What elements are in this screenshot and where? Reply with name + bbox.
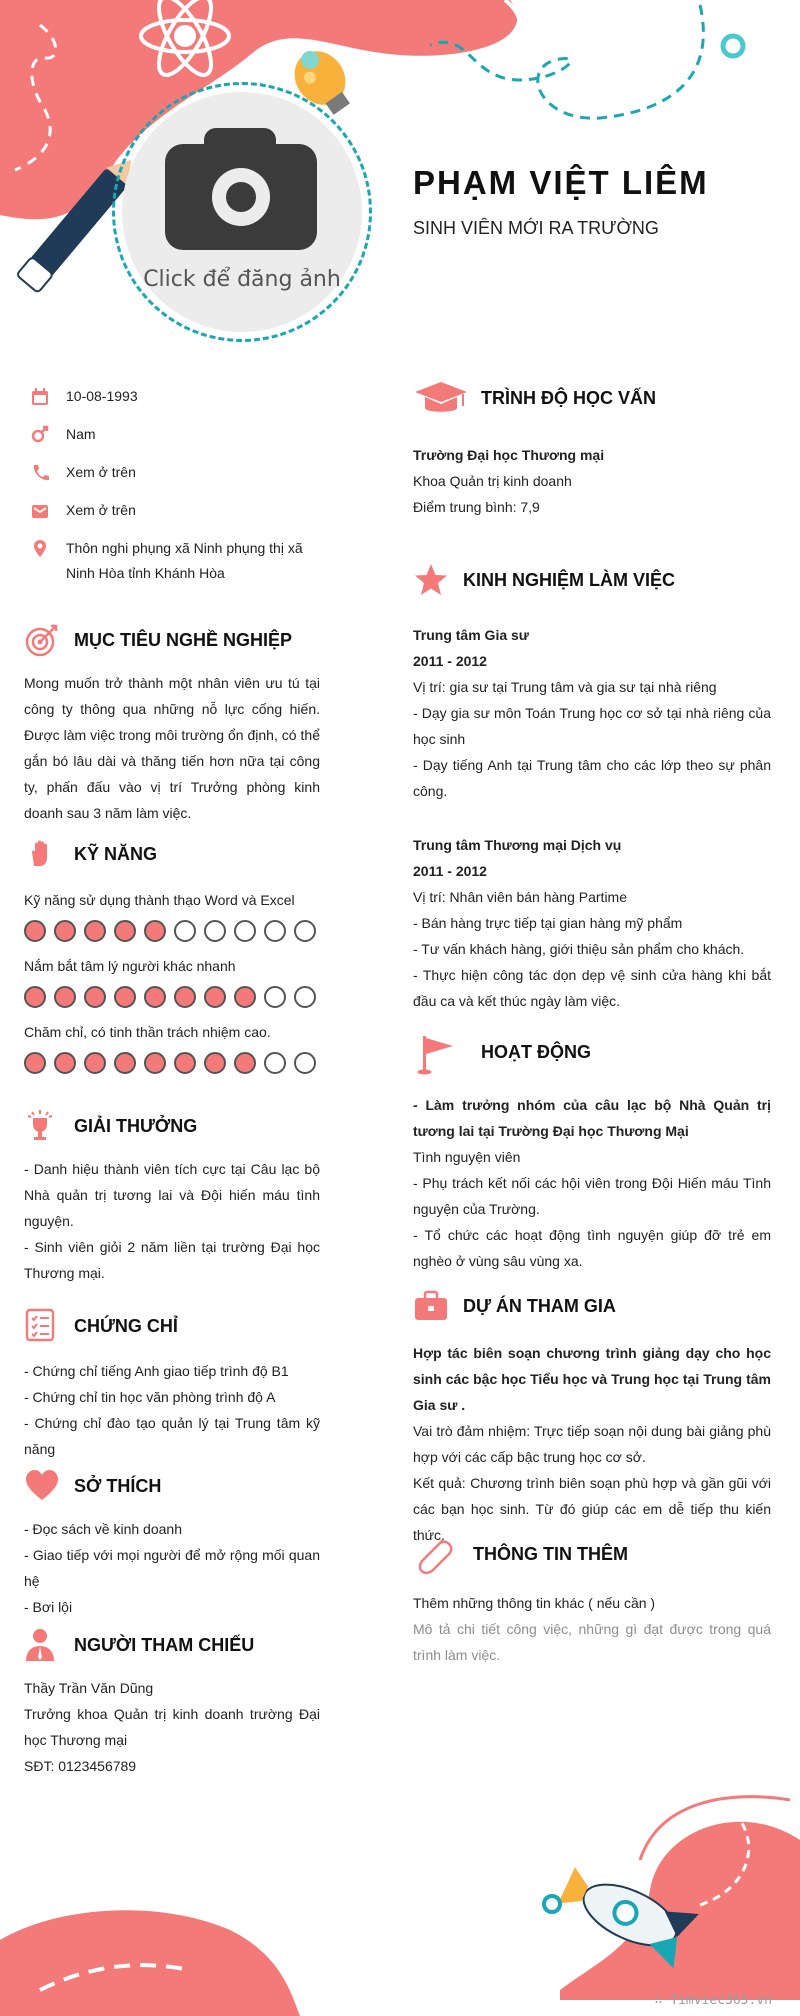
heart-icon <box>24 1468 60 1504</box>
mail-icon <box>30 501 50 521</box>
extra-line: Thêm những thông tin khác ( nếu cần ) <box>413 1595 656 1611</box>
award-line: - Sinh viên giỏi 2 năm liền tại trường Đại học Thương mại. <box>24 1239 320 1281</box>
rating-dot-empty <box>294 986 316 1008</box>
reference-line: Trưởng khoa Quản trị kinh doanh trường Đại học Thương mại <box>24 1706 320 1748</box>
target-icon <box>24 622 60 658</box>
rating-dot-filled <box>144 920 166 942</box>
rating-dot-filled <box>54 920 76 942</box>
certificate-line: - Chứng chỉ đào tạo quản lý tại Trung tâm kỹ năng <box>24 1415 320 1457</box>
star-icon <box>413 562 449 598</box>
section-title: GIẢI THƯỞNG <box>74 1116 198 1136</box>
location-icon <box>30 539 50 559</box>
activity-line: - Phụ trách kết nối các hội viên trong Đội Hiến máu Tình nguyện của Trường. <box>413 1175 771 1217</box>
education-faculty: Khoa Quản trị kinh doanh <box>413 473 572 489</box>
rating-dot-filled <box>114 1052 136 1074</box>
job-line: Vị trí: gia sư tại Trung tâm và gia sư tại nhà riêng <box>413 679 717 695</box>
project-line: Kết quả: Chương trình biên soạn phù hợp và gần gũi với các bạn học sinh. Từ đó giúp các em dễ tiếp thu kiến thức. <box>413 1475 771 1543</box>
rating-dot-filled <box>204 986 226 1008</box>
phone-icon <box>30 463 50 483</box>
job-company: Trung tâm Thương mại Dịch vụ <box>413 837 622 853</box>
education-school: Trường Đại học Thương mại <box>413 447 605 463</box>
paperclip-icon <box>413 1534 457 1578</box>
section-title: MỤC TIÊU NGHỀ NGHIỆP <box>74 630 293 650</box>
section-title: DỰ ÁN THAM GIA <box>463 1296 616 1316</box>
rocket-ring <box>544 1896 560 1912</box>
graduation-cap-icon <box>413 380 469 420</box>
contact-text: Nam <box>66 426 96 442</box>
project-heading: Hợp tác biên soạn chương trình giảng dạy cho học sinh các bậc học Tiểu học và Trung học tại Trung tâm Gia sư . <box>413 1345 771 1413</box>
job-1 <box>413 622 771 804</box>
briefcase-icon <box>413 1288 449 1324</box>
job-line: - Thực hiện công tác dọn dẹp vệ sinh cửa hàng khi bắt đầu ca và kết thúc ngày làm việc. <box>413 967 771 1009</box>
trophy-icon <box>24 1108 60 1144</box>
rating-dot-filled <box>24 1052 46 1074</box>
education-gpa: Điểm trung bình: 7,9 <box>413 499 540 515</box>
section-skills <box>24 836 320 1086</box>
rating-dot-empty <box>264 920 286 942</box>
checklist-icon <box>24 1308 60 1344</box>
rating-dot-filled <box>144 986 166 1008</box>
teal-bubble <box>301 51 319 69</box>
gender-icon <box>30 425 50 445</box>
rocket-bubble <box>678 1948 702 1972</box>
section-title: THÔNG TIN THÊM <box>473 1544 628 1564</box>
section-certificates <box>24 1308 320 1462</box>
section-title: KỸ NĂNG <box>74 844 158 864</box>
skill-rating <box>24 1052 320 1074</box>
rating-dot-empty <box>204 920 226 942</box>
camera-lens-inner <box>226 182 256 212</box>
contact-text: Xem ở trên <box>66 502 136 518</box>
person-icon <box>24 1627 60 1663</box>
contact-text: Thôn nghi phụng xã Ninh phụng thị xã Ninh Hòa tỉnh Khánh Hòa <box>66 540 303 581</box>
rating-dot-filled <box>144 1052 166 1074</box>
job-line: - Tư vấn khách hàng, giới thiệu sản phẩm cho khách. <box>413 941 745 957</box>
rating-dot-filled <box>234 1052 256 1074</box>
contact-email <box>26 498 326 523</box>
rating-dot-empty <box>174 920 196 942</box>
rating-dot-filled <box>84 1052 106 1074</box>
skill-label: Nắm bắt tâm lý người khác nhanh <box>24 958 236 974</box>
certificates-text <box>24 1358 320 1462</box>
skill-label: Kỹ năng sử dụng thành thạo Word và Excel <box>24 892 295 908</box>
rating-dot-filled <box>114 920 136 942</box>
skill-rating <box>24 986 320 1008</box>
activity-heading: - Làm trưởng nhóm của câu lạc bộ Nhà Quản trị tương lai tại Trường Đại học Thương Mại <box>413 1097 771 1139</box>
job-line: - Bán hàng trực tiếp tại gian hàng mỹ phẩm <box>413 915 683 931</box>
section-title: KINH NGHIỆM LÀM VIỆC <box>463 570 676 590</box>
rating-dot-filled <box>24 920 46 942</box>
project-line: Vai trò đảm nhiệm: Trực tiếp soạn nội dung bài giảng phù hợp với các cấp bậc trung học cơ sở. <box>413 1423 771 1465</box>
extra-text <box>413 1590 771 1668</box>
rating-dot-filled <box>84 920 106 942</box>
section-title: TRÌNH ĐỘ HỌC VẤN <box>481 388 656 408</box>
projects-text <box>413 1340 771 1548</box>
objective-text: Mong muốn trở thành một nhân viên ưu tú tại công ty thông qua những nỗ lực cống hiến. Được làm việc trong môi trường ổn định, có thể gắn bó lâu dài và thăng tiến hơn nữa tại công ty, phấn đấu vào vị trí Trưởng phòng kinh doanh sau 3 năm làm việc. <box>24 675 320 821</box>
skills-list <box>24 888 320 1074</box>
skill-rating <box>24 920 320 942</box>
activity-line: Tình nguyện viên <box>413 1149 521 1165</box>
rating-dot-filled <box>84 986 106 1008</box>
hobby-line: - Đọc sách về kinh doanh <box>24 1521 182 1537</box>
hobbies-text <box>24 1516 320 1620</box>
extra-hint: Mô tả chi tiết công việc, những gì đạt được trong quá trình làm việc. <box>413 1621 771 1663</box>
rating-dot-filled <box>24 986 46 1008</box>
section-title: NGƯỜI THAM CHIẾU <box>74 1635 255 1655</box>
contact-gender <box>26 422 326 447</box>
hand-icon <box>24 836 60 872</box>
reference-line: Thầy Trần Văn Dũng <box>24 1680 154 1696</box>
hobby-line: - Bơi lội <box>24 1599 73 1615</box>
job-company: Trung tâm Gia sư <box>413 627 529 643</box>
award-line: - Danh hiệu thành viên tích cực tại Câu lạc bộ Nhà quản trị tương lai và Đội hiến máu tình nguyện. <box>24 1161 320 1229</box>
candidate-name: PHẠM VIỆT LIÊM <box>413 164 709 201</box>
contact-text: Xem ở trên <box>66 464 136 480</box>
rating-dot-filled <box>204 1052 226 1074</box>
section-title: CHỨNG CHỈ <box>74 1316 178 1336</box>
certificate-line: - Chứng chỉ tiếng Anh giao tiếp trình độ B1 <box>24 1363 289 1379</box>
section-awards <box>24 1108 320 1286</box>
rating-dot-empty <box>234 920 256 942</box>
rating-dot-filled <box>114 986 136 1008</box>
contact-text: 10-08-1993 <box>66 388 138 404</box>
rating-dot-filled <box>174 1052 196 1074</box>
reference-line: SĐT: 0123456789 <box>24 1758 137 1774</box>
job-2 <box>413 832 771 1014</box>
section-activities <box>413 1032 771 1274</box>
candidate-role: SINH VIÊN MỚI RA TRƯỜNG <box>413 218 659 238</box>
section-projects <box>413 1288 771 1548</box>
rating-dot-empty <box>294 920 316 942</box>
watermark: ∴ Timviec365.vn <box>654 1993 772 2008</box>
rating-dot-filled <box>234 986 256 1008</box>
section-objective <box>24 622 320 826</box>
activities-text <box>413 1092 771 1274</box>
profile-photo-upload[interactable] <box>112 82 372 342</box>
section-hobbies <box>24 1468 320 1620</box>
certificate-line: - Chứng chỉ tin học văn phòng trình độ A <box>24 1389 276 1405</box>
rating-dot-filled <box>54 1052 76 1074</box>
rating-dot-filled <box>54 986 76 1008</box>
contact-list <box>26 384 326 599</box>
hobby-line: - Giao tiếp với mọi người để mở rộng mối quan hệ <box>24 1547 320 1589</box>
section-title: SỞ THÍCH <box>74 1476 162 1496</box>
flag-icon <box>413 1032 457 1076</box>
contact-address <box>26 536 326 586</box>
section-extra <box>413 1534 771 1668</box>
section-experience <box>413 562 771 1014</box>
section-education <box>413 380 771 520</box>
job-period: 2011 - 2012 <box>413 863 487 879</box>
job-line: - Dạy gia sư môn Toán Trung học cơ sở tại nhà riêng của học sinh <box>413 705 771 747</box>
bottom-left-blob <box>0 1910 300 2016</box>
contact-birthday <box>26 384 326 409</box>
references-text <box>24 1675 320 1779</box>
job-line: - Dạy tiếng Anh tại Trung tâm cho các lớp theo sự phân công. <box>413 757 771 799</box>
photo-upload-label[interactable]: Click để đăng ảnh <box>143 267 341 292</box>
section-references <box>24 1627 320 1779</box>
rating-dot-empty <box>264 1052 286 1074</box>
activity-line: - Tổ chức các hoạt động tình nguyện giúp đỡ trẻ em nghèo ở vùng sâu vùng xa. <box>413 1227 771 1269</box>
education-text <box>413 442 771 520</box>
section-title: HOẠT ĐỘNG <box>481 1042 591 1062</box>
job-period: 2011 - 2012 <box>413 653 487 669</box>
calendar-icon <box>30 387 50 407</box>
awards-text <box>24 1156 320 1286</box>
rating-dot-empty <box>264 986 286 1008</box>
skill-label: Chăm chỉ, có tinh thần trách nhiệm cao. <box>24 1024 271 1040</box>
rating-dot-filled <box>174 986 196 1008</box>
rating-dot-empty <box>294 1052 316 1074</box>
contact-phone <box>26 460 326 485</box>
job-line: Vị trí: Nhân viên bán hàng Partime <box>413 889 628 905</box>
teal-ring <box>723 36 743 56</box>
